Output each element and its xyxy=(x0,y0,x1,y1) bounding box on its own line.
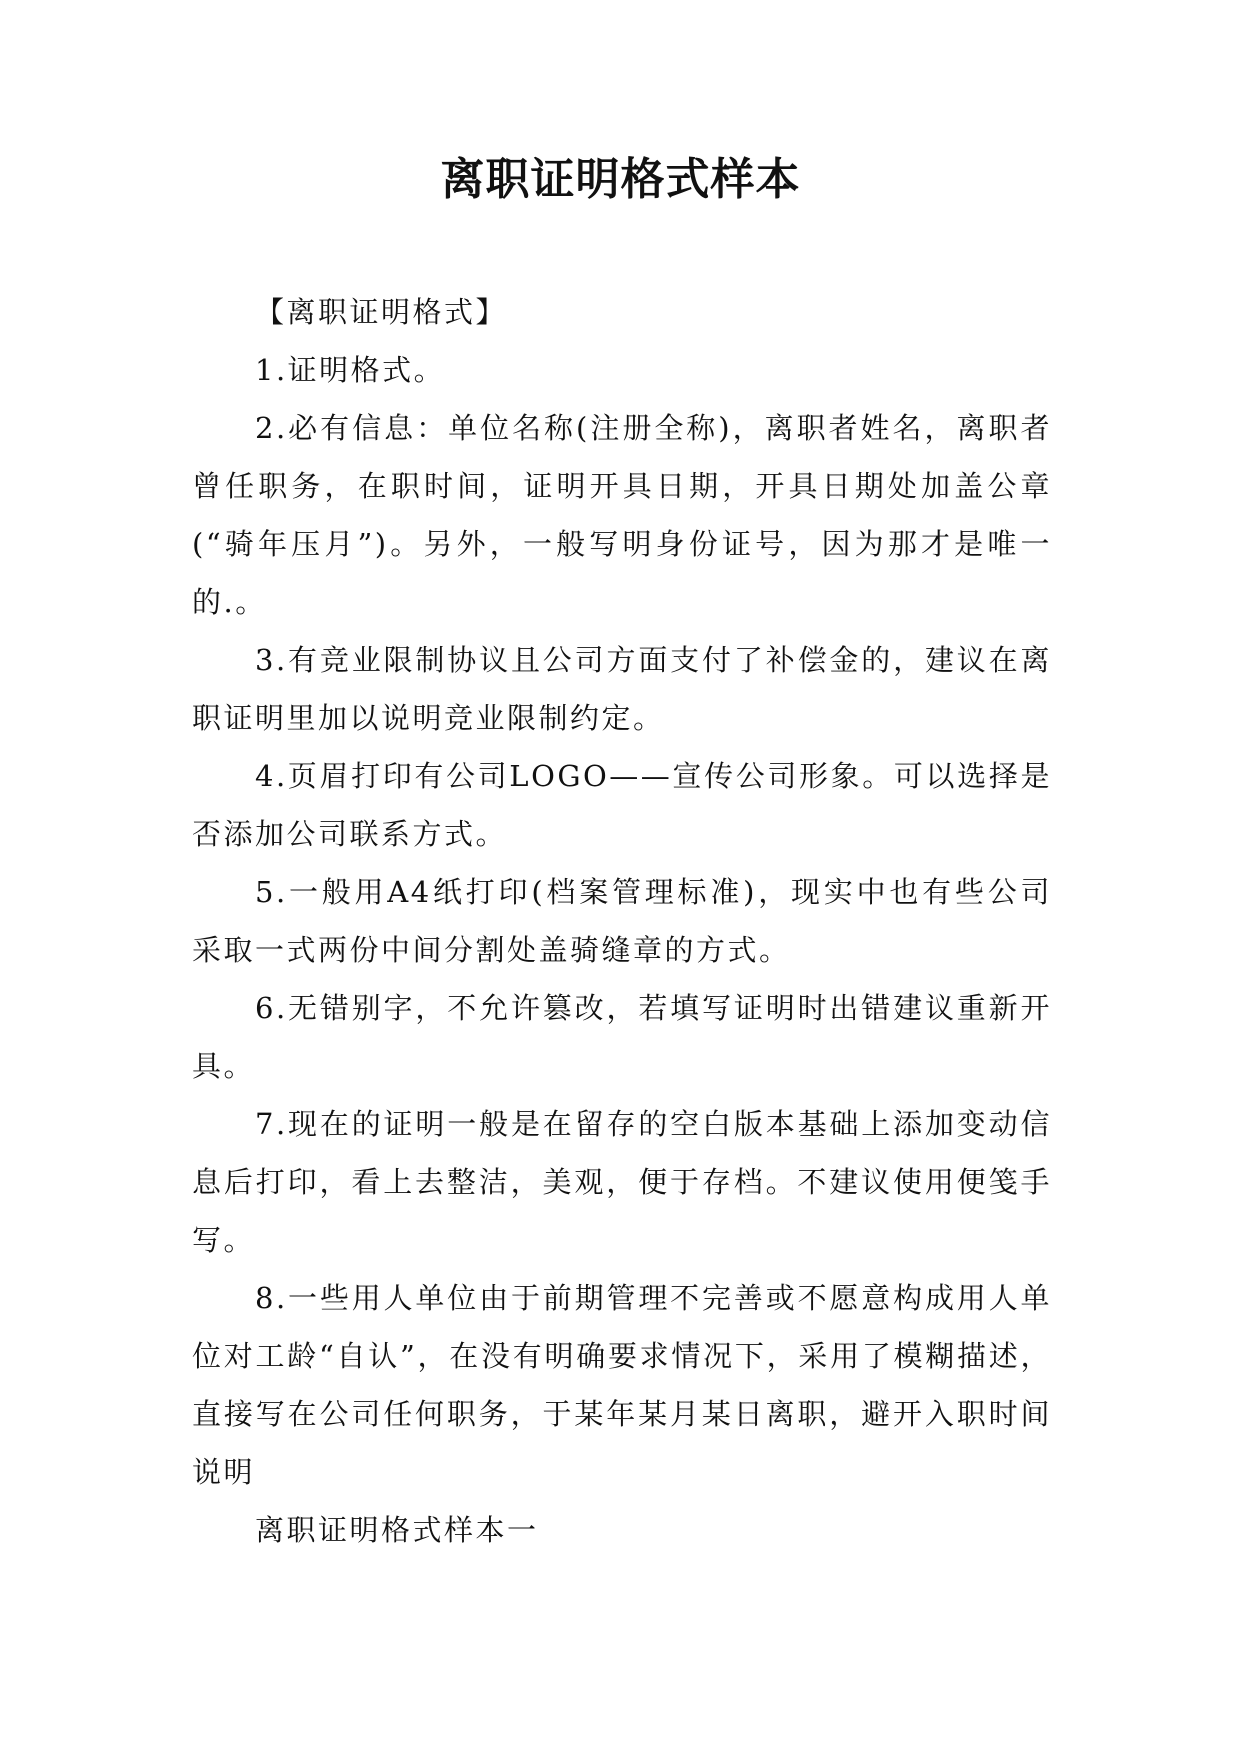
paragraph-item-8: 8.一些用人单位由于前期管理不完善或不愿意构成用人单位对工龄“自认”，在没有明确要求情况下，采用了模糊描述，直接写在公司任何职务，于某年某月某日离职，避开入职时间说明 xyxy=(192,1281,1052,1489)
paragraph-item-4: 4.页眉打印有公司LOGO——宣传公司形象。可以选择是否添加公司联系方式。 xyxy=(192,759,1052,851)
document-title: 离职证明格式样本 xyxy=(440,154,801,205)
section-heading: 【离职证明格式】 xyxy=(255,295,508,329)
paragraph-item-7: 7.现在的证明一般是在留存的空白版本基础上添加变动信息后打印，看上去整洁，美观，便于存档。不建议使用便笺手写。 xyxy=(192,1107,1052,1257)
paragraph-item-3: 3.有竞业限制协议且公司方面支付了补偿金的，建议在离职证明里加以说明竞业限制约定。 xyxy=(192,643,1052,735)
paragraph-item-1: 1.证明格式。 xyxy=(255,353,446,387)
paragraph-item-2: 2.必有信息：单位名称(注册全称)，离职者姓名，离职者曾任职务，在职时间，证明开具日期，开具日期处加盖公章(“骑年压月”)。另外，一般写明身份证号，因为那才是唯一的.。 xyxy=(192,411,1052,619)
sample-heading: 离职证明格式样本一 xyxy=(255,1513,539,1547)
paragraph-item-6: 6.无错别字，不允许篡改，若填写证明时出错建议重新开具。 xyxy=(192,991,1052,1083)
document-body xyxy=(192,283,1052,1559)
paragraph-item-5: 5.一般用A4纸打印(档案管理标准)，现实中也有些公司采取一式两份中间分割处盖骑缝章的方式。 xyxy=(192,875,1052,967)
